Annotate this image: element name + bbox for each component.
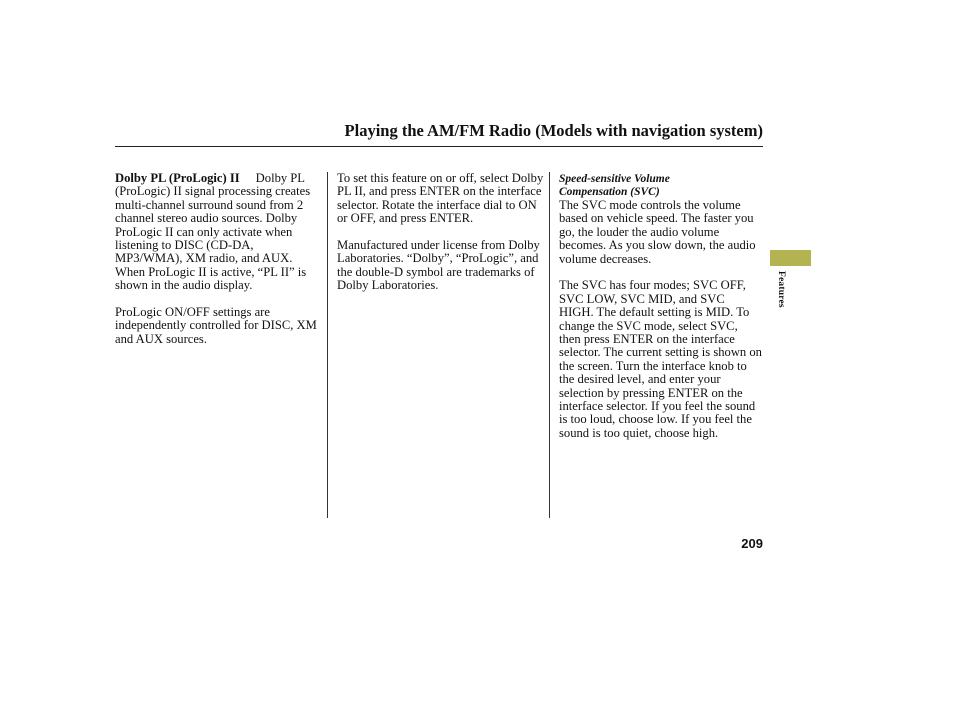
section-tab (770, 250, 811, 266)
column-divider-1 (327, 172, 328, 518)
page-number: 209 (741, 536, 763, 551)
column-right (559, 172, 762, 454)
section-tab-label: Features (776, 271, 786, 308)
dolby-pl-text: Dolby PL (ProLogic) II signal processing creates multi-channel surround sound from 2 channel stereo audio sources. Dolby ProLogic II can only activate when listening to DISC (CD-DA, MP3/WMA), XM radio, and AUX. When ProLogic II is active, “PL II” is shown in the audio display. (115, 171, 311, 293)
svc-modes-paragraph: The SVC has four modes; SVC OFF, SVC LOW, SVC MID, and SVC HIGH. The default setting is MID. To change the SVC mode, select SVC, then press ENTER on the interface selector. The current setting is shown on the screen. Turn the interface knob to the desired level, and enter your selection by pressing ENTER on the interface selector. If you feel the sound is too loud, choose low. If you feel the sound is too quiet, choose high. (559, 278, 762, 440)
column-divider-2 (549, 172, 550, 518)
svc-subheading-line1: Speed-sensitive Volume (559, 173, 670, 185)
svc-description-paragraph: The SVC mode controls the volume based on vehicle speed. The faster you go, the louder the audio volume becomes. As you slow down, the audio volume decreases. (559, 198, 756, 266)
prologic-settings-paragraph: ProLogic ON/OFF settings are independently controlled for DISC, XM and AUX sources. (115, 305, 317, 346)
dolby-pl-paragraph (115, 172, 320, 293)
page-title: Playing the AM/FM Radio (Models with navigation system) (344, 121, 763, 140)
trademark-paragraph: Manufactured under license from Dolby Laboratories. “Dolby”, “ProLogic”, and the double-D symbol are trademarks of Dolby Laboratories. (337, 238, 540, 293)
svc-subheading (559, 173, 762, 199)
set-feature-paragraph: To set this feature on or off, select Dolby PL II, and press ENTER on the interface selector. Rotate the interface dial to ON or OFF, and press ENTER. (337, 171, 544, 226)
column-middle (337, 172, 547, 306)
column-left (115, 172, 320, 360)
runin-heading: Dolby PL (ProLogic) II (115, 171, 240, 185)
svc-subheading-line2: Compensation (SVC) (559, 186, 660, 198)
header-rule (115, 146, 763, 147)
